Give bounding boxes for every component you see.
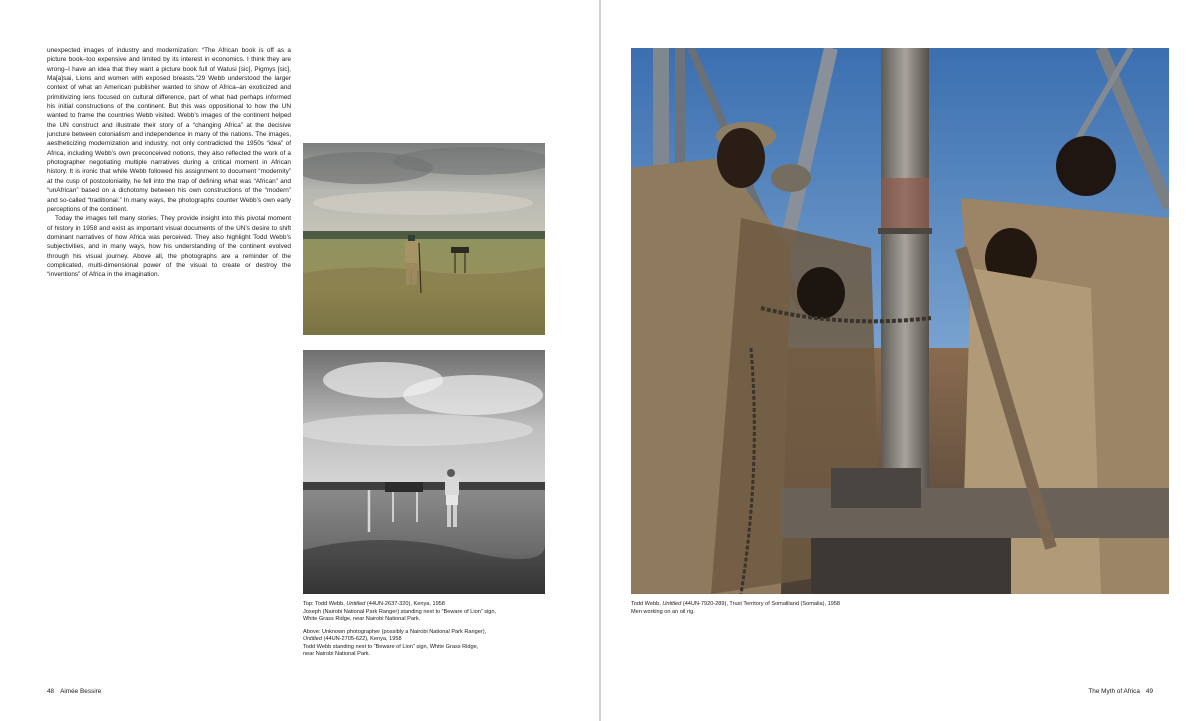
running-author: Aimée Bessire: [60, 688, 102, 695]
page-number: 49: [1145, 688, 1153, 695]
running-title: The Myth of Africa: [1088, 688, 1140, 695]
photo-ranger-grassland: [303, 143, 545, 335]
body-paragraph-2: Today the images tell many stories. They provide insight into this pivotal moment of history in 1958 and exist as important visual documents of the UN’s desire to shift dominant narratives of how Africa was perceived. They also highlight Todd Webb’s subjectivities, and in many ways, how his understanding of the continent evolved through his visual journey. Above all, the photographs are a reminder of the complicated, multi-dimensional power of the visual to create or destroy the “inventions” of Africa in the imagination.: [47, 215, 291, 279]
folio-right: [1088, 688, 1153, 695]
page-number: 48: [47, 688, 55, 695]
left-page: [0, 0, 599, 721]
photo-webb-beware-sign: [303, 350, 545, 594]
body-text: [47, 46, 291, 280]
caption-above: Above: Unknown photographer (possibly a Nairobi National Park Ranger), Untitled (44UN-2705-622), Kenya, 1958 Todd Webb standing next to “Beware of Lion” sign, White Grass Ridge, near Nairobi National Park.: [303, 628, 487, 657]
caption-right: [631, 601, 931, 616]
photo-oil-rig: [631, 48, 1169, 594]
caption-top: Top: Todd Webb, Untitled (44UN-2637-320), Kenya, 1958 Joseph (Nairobi National Park Ranger) standing next to “Beware of Lion” sign, White Grass Ridge, near Nairobi National Park.: [303, 601, 497, 622]
right-page: [601, 0, 1200, 721]
caption-oil-rig: Todd Webb, Untitled (44UN-7920-289), Trust Territory of Somaliland (Somalia), 1958 Men working on an oil rig.: [631, 601, 841, 615]
body-paragraph-1: unexpected images of industry and modernization: “The African book is off as a picture book–too expensive and limited by its interest in economics. I think they are wrong–I have an idea that they want a picture book full of Watusi [sic], Pigmys [sic], Ma[a]sai, Lions and women with exposed breasts.”29 Webb understood the larger context of what an American publisher wanted to show of Africa–an exoticized and primitivizing lens focused on cultural difference, part of what had perhaps informed his initial constructions of the continent. But this was oppositional to how the UN wanted to frame the countries Webb visited. Webb’s images of the continent helped the UN construct and illustrate their story of a “changing Africa” at the decisive juncture between colonialism and independence in many of the nations. The images, aestheticizing modernization and industry, not only contradicted the 1950s “idea” of Africa, including Webb’s own preconceived notions, they also reflected the work of a photographer negotiating multiple narratives during a critical moment in African history. It is ironic that while Webb followed his assignment to document “modernity” at the cusp of postcoloniality, he fell into the trap of defining what was “African” and “unAfrican” based on a dichotomy between his own constructions of the “modern” and so-called “traditional.” In many ways, the photographs counter Webb’s own early perceptions of the continent.: [47, 47, 291, 213]
caption-left: [303, 601, 563, 659]
folio-left: [47, 688, 101, 695]
